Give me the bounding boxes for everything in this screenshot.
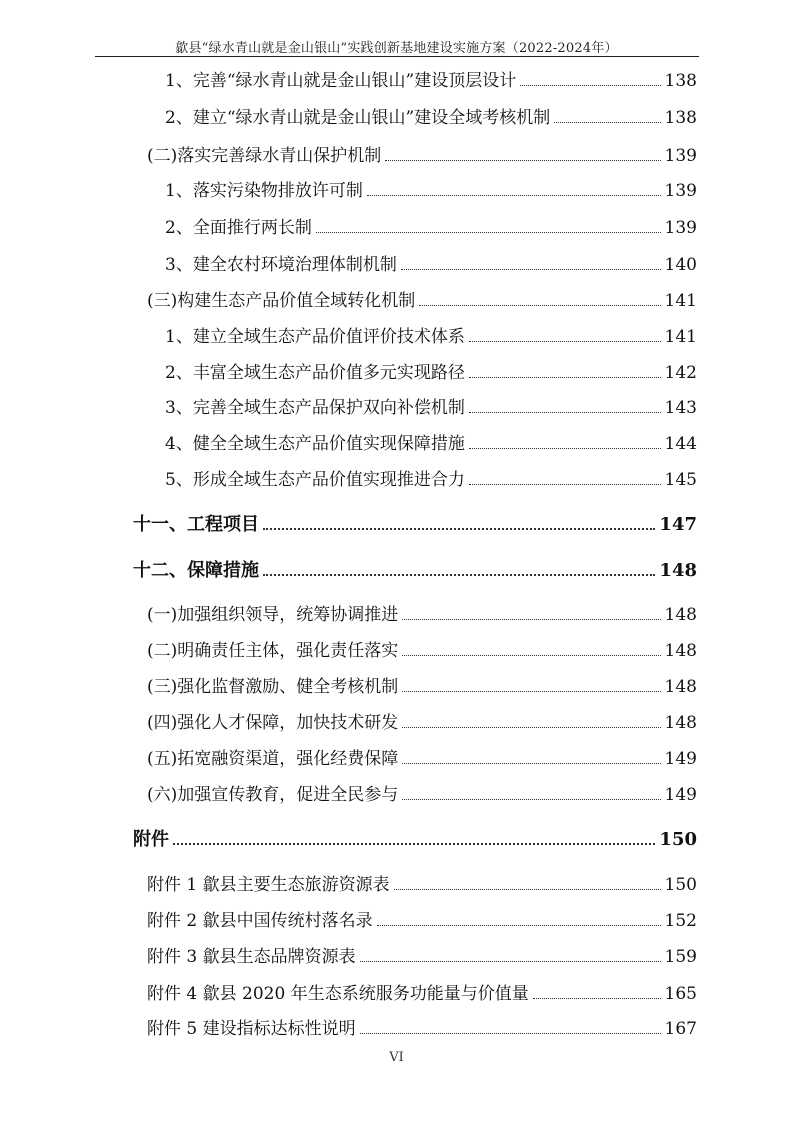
toc-entry-title: 十一、工程项目 [133, 514, 259, 535]
toc-entry-page: 141 [664, 291, 697, 311]
dot-leader [360, 1033, 661, 1034]
toc-entry-title: 2、全面推行两长制 [165, 218, 312, 238]
dot-leader [367, 195, 661, 196]
dot-leader [402, 619, 660, 620]
page-number: VI [389, 1050, 404, 1065]
toc-entry-title: 1、完善“绿水青山就是金山银山”建设顶层设计 [165, 71, 517, 91]
toc-chapter-entry[interactable] [133, 560, 697, 582]
toc-entry-page: 150 [659, 829, 697, 850]
dot-leader [469, 448, 661, 449]
toc-entry-title: (三)强化监督激励、健全考核机制 [147, 677, 399, 697]
toc-entry-page: 148 [664, 677, 697, 697]
toc-entry-page: 150 [664, 875, 697, 895]
toc-entry-page: 139 [664, 218, 697, 238]
toc-entry-title: 1、建立全域生态产品价值评价技术体系 [165, 327, 465, 347]
toc-entry[interactable] [165, 107, 697, 129]
toc-entry-title: (二)落实完善绿水青山保护机制 [147, 146, 382, 166]
toc-entry-page: 167 [664, 1019, 697, 1039]
toc-entry-title: 2、建立“绿水青山就是金山银山”建设全域考核机制 [165, 108, 551, 128]
dot-leader [402, 691, 660, 692]
toc-entry[interactable] [147, 640, 697, 662]
toc-entry-page: 139 [664, 146, 697, 166]
toc-entry-title: 附件 3 歙县生态品牌资源表 [147, 947, 356, 967]
toc-entry[interactable] [165, 362, 697, 384]
toc-entry[interactable] [165, 433, 697, 455]
dot-leader [402, 655, 660, 656]
toc-entry-title: 十二、保障措施 [133, 560, 259, 581]
dot-leader [554, 122, 660, 123]
dot-leader [385, 160, 660, 161]
toc-entry-title: 附件 4 歙县 2020 年生态系统服务功能量与价值量 [147, 984, 529, 1004]
toc-entry[interactable] [147, 290, 697, 312]
toc-entry[interactable] [147, 910, 697, 932]
toc-entry-page: 148 [664, 605, 697, 625]
toc-entry-page: 159 [664, 947, 697, 967]
toc-entry[interactable] [165, 469, 697, 491]
toc-entry[interactable] [147, 676, 697, 698]
toc-entry-title: 5、形成全域生态产品价值实现推进合力 [165, 470, 465, 490]
toc-entry-page: 148 [664, 641, 697, 661]
dot-leader [402, 763, 660, 764]
toc-entry-title: 附件 2 歙县中国传统村落名录 [147, 911, 373, 931]
toc-entry-page: 140 [664, 255, 697, 275]
dot-leader [394, 889, 661, 890]
toc-entry-title: 3、完善全域生态产品保护双向补偿机制 [165, 398, 465, 418]
toc-entry-title: 附件 5 建设指标达标性说明 [147, 1019, 356, 1039]
toc-entry-title: 2、丰富全域生态产品价值多元实现路径 [165, 363, 465, 383]
toc-entry-title: 4、健全全域生态产品价值实现保障措施 [165, 434, 465, 454]
dot-leader [263, 574, 655, 576]
toc-entry-page: 149 [664, 749, 697, 769]
toc-entry-title: (五)拓宽融资渠道，强化经费保障 [147, 749, 399, 769]
toc-entry[interactable] [165, 254, 697, 276]
toc-entry-page: 141 [664, 327, 697, 347]
dot-leader [520, 85, 660, 86]
toc-entry[interactable] [147, 1018, 697, 1040]
toc-entry[interactable] [147, 983, 697, 1005]
dot-leader [377, 925, 661, 926]
toc-entry-page: 144 [664, 434, 697, 454]
toc-entry[interactable] [147, 784, 697, 806]
toc-entry-page: 143 [664, 398, 697, 418]
toc-entry-page: 139 [664, 181, 697, 201]
toc-entry-page: 148 [664, 713, 697, 733]
toc-entry-title: 附件 [133, 829, 169, 850]
running-header: 歙县“绿水青山就是金山银山”实践创新基地建设实施方案（2022-2024年） [175, 41, 618, 56]
toc-entry-title: (四)强化人才保障，加快技术研发 [147, 713, 399, 733]
dot-leader [533, 998, 661, 999]
toc-entry-title: (二)明确责任主体，强化责任落实 [147, 641, 399, 661]
toc-entry[interactable] [165, 70, 697, 92]
dot-leader [402, 799, 660, 800]
toc-entry[interactable] [147, 604, 697, 626]
toc-entry-page: 148 [659, 560, 697, 581]
toc-chapter-entry[interactable] [133, 829, 697, 851]
toc-entry[interactable] [147, 874, 697, 896]
toc-entry-title: 1、落实污染物排放许可制 [165, 181, 363, 201]
toc-entry[interactable] [147, 748, 697, 770]
dot-leader [401, 269, 661, 270]
toc-entry[interactable] [147, 145, 697, 167]
dot-leader [469, 484, 661, 485]
toc-entry-page: 165 [664, 984, 697, 1004]
toc-chapter-entry[interactable] [133, 514, 697, 536]
dot-leader [402, 727, 660, 728]
toc-entry-page: 149 [664, 785, 697, 805]
dot-leader [469, 341, 661, 342]
toc-entry-page: 147 [659, 514, 697, 535]
toc-entry[interactable] [147, 946, 697, 968]
toc-entry-title: (三)构建生态产品价值全域转化机制 [147, 291, 416, 311]
toc-entry[interactable] [165, 217, 697, 239]
toc-entry[interactable] [165, 326, 697, 348]
dot-leader [173, 843, 655, 845]
toc-entry-title: 3、建全农村环境治理体制机制 [165, 255, 397, 275]
toc-entry[interactable] [165, 180, 697, 202]
dot-leader [316, 232, 661, 233]
toc-entry-page: 138 [664, 71, 697, 91]
toc-entry[interactable] [147, 712, 697, 734]
dot-leader [360, 961, 661, 962]
dot-leader [469, 377, 661, 378]
dot-leader [419, 305, 660, 306]
dot-leader [469, 412, 661, 413]
toc-entry-page: 138 [664, 108, 697, 128]
toc-entry[interactable] [165, 397, 697, 419]
toc-entry-page: 142 [664, 363, 697, 383]
toc-entry-title: 附件 1 歙县主要生态旅游资源表 [147, 875, 390, 895]
toc-entry-title: (六)加强宣传教育，促进全民参与 [147, 785, 399, 805]
dot-leader [263, 528, 655, 530]
toc-entry-page: 145 [664, 470, 697, 490]
toc-entry-page: 152 [664, 911, 697, 931]
toc-entry-title: (一)加强组织领导，统筹协调推进 [147, 605, 399, 625]
